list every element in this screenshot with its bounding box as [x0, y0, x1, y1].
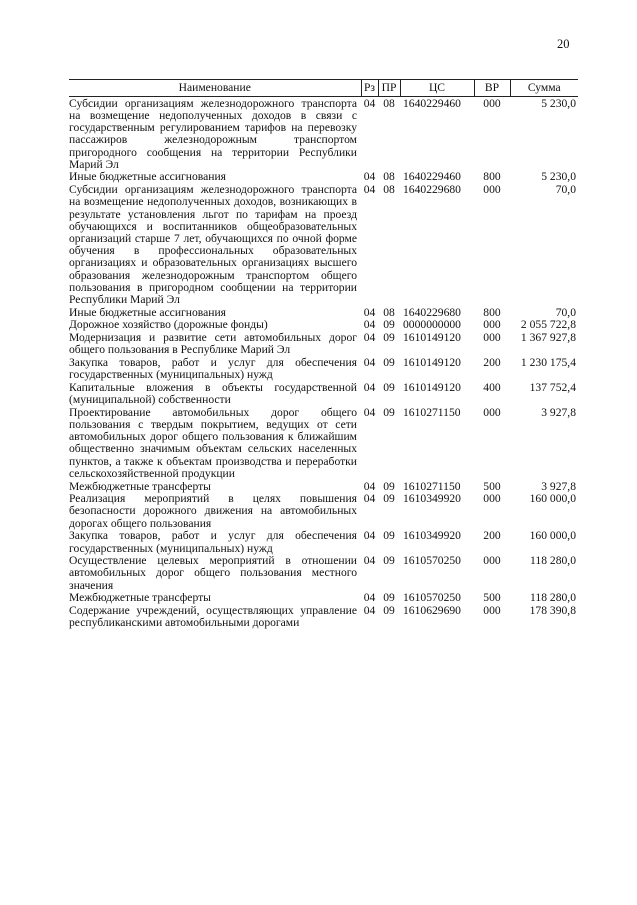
row-cs: 1610629690: [403, 604, 461, 618]
table-row: [69, 306, 578, 319]
row-sum: 160 000,0: [529, 492, 576, 506]
table-row: [69, 592, 578, 605]
table-row: [69, 480, 578, 493]
row-cs: 1610271150: [403, 479, 461, 493]
row-vr: 000: [483, 492, 501, 506]
row-vr: 500: [483, 479, 501, 493]
row-rz: 04: [363, 479, 376, 493]
row-pr: 08: [383, 170, 395, 184]
row-vr: 000: [483, 318, 501, 332]
row-name: Содержание учреждений, осуществляющих управление республиканскими автомобильными дорогами: [69, 604, 357, 630]
row-vr: 000: [483, 604, 501, 618]
row-sum: 70,0: [555, 183, 576, 197]
row-name: Проектирование автомобильных дорог общего пользования с твердым покрытием, ведущих от сети автомобильных дорог общего пользования к ближайшим общественно значимым объектам сельских населенных пунктов, а также к объектам производства и переработки сельскохозяйственной продукции: [69, 405, 357, 480]
row-rz: 04: [363, 331, 376, 345]
header-vr: ВР: [474, 80, 510, 97]
row-cs: 1610349920: [403, 492, 461, 506]
row-name: Капитальные вложения в объекты государственной (муниципальной) собственности: [69, 380, 357, 407]
table-row: [69, 97, 578, 171]
row-sum: 137 752,4: [529, 380, 576, 394]
row-cs: 1610149120: [403, 380, 461, 394]
row-cs: 1610149120: [403, 331, 461, 345]
row-sum: 118 280,0: [530, 591, 576, 605]
row-pr: 09: [383, 492, 395, 506]
row-pr: 09: [383, 318, 395, 332]
row-rz: 04: [363, 96, 376, 110]
row-rz: 04: [363, 380, 376, 394]
row-rz: 04: [363, 183, 376, 197]
row-sum: 1 367 927,8: [520, 331, 576, 345]
row-name: Дорожное хозяйство (дорожные фонды): [69, 318, 268, 332]
row-sum: 160 000,0: [529, 529, 576, 543]
row-vr: 000: [483, 405, 501, 419]
row-pr: 09: [383, 479, 395, 493]
header-rz: Рз: [361, 80, 378, 97]
row-name: Закупка товаров, работ и услуг для обеспечения государственных (муниципальных) нужд: [69, 355, 357, 382]
header-name: Наименование: [69, 80, 361, 97]
row-pr: 08: [383, 96, 395, 110]
row-vr: 000: [483, 183, 501, 197]
row-rz: 04: [363, 492, 376, 506]
row-name: Субсидии организациям железнодорожного транспорта на возмещение недополученных доходов в связи с государственным регулированием тарифов на перевозку пассажиров железнодорожным транспортом пригородного сообщения на территории Республики Марий Эл: [69, 96, 357, 171]
row-name: Межбюджетные трансферты: [69, 479, 211, 493]
row-cs: 1610149120: [403, 355, 461, 369]
row-pr: 09: [383, 529, 395, 543]
row-cs: 1640229460: [403, 170, 461, 184]
row-name: Осуществление целевых мероприятий в отношении автомобильных дорог общего пользования местного значения: [69, 554, 357, 592]
row-vr: 400: [483, 380, 501, 394]
row-pr: 09: [383, 591, 395, 605]
row-cs: 1610570250: [403, 554, 461, 568]
row-pr: 09: [383, 554, 395, 568]
row-vr: 000: [483, 96, 501, 110]
row-sum: 1 230 175,4: [520, 355, 576, 369]
row-rz: 04: [363, 318, 376, 332]
row-sum: 3 927,8: [541, 405, 576, 419]
table-row: [69, 530, 578, 555]
row-cs: 1610271150: [403, 405, 461, 419]
row-vr: 500: [483, 591, 501, 605]
row-cs: 1640229680: [403, 305, 461, 319]
row-pr: 08: [383, 305, 395, 319]
table-row: [69, 356, 578, 381]
row-sum: 178 390,8: [529, 604, 576, 618]
row-sum: 70,0: [555, 305, 576, 319]
row-pr: 09: [383, 405, 395, 419]
row-name: Субсидии организациям железнодорожного транспорта на возмещение недополученных доходов, возникающих в результате установления льгот по тарифам на проезд обучающихся и воспитанников общеобразовательных организаций старше 7 лет, обучающихся по очной форме обучения в профессиональных образовательных организациях и образовательных организациях высшего образования железнодорожным транспортом общего пользования в пригородном сообщении на территории Республики Марий Эл: [69, 183, 357, 306]
row-vr: 800: [483, 170, 501, 184]
page-number: 20: [557, 37, 570, 51]
table-row: [69, 171, 578, 184]
row-pr: 09: [383, 380, 395, 394]
table-row: [69, 605, 578, 630]
row-vr: 800: [483, 305, 501, 319]
row-sum: 5 230,0: [541, 170, 576, 184]
row-cs: 1640229680: [403, 183, 461, 197]
row-vr: 200: [483, 529, 501, 543]
row-rz: 04: [363, 405, 376, 419]
row-sum: 3 927,8: [541, 479, 576, 493]
header-cs: ЦС: [400, 80, 474, 97]
header-pr: ПР: [378, 80, 400, 97]
row-name: Реализация мероприятий в целях повышения безопасности дорожного движения на автомобильных дорогах общего пользования: [69, 492, 357, 530]
row-vr: 200: [483, 355, 501, 369]
table-row: [69, 332, 578, 357]
budget-table: [69, 79, 578, 629]
row-pr: 09: [383, 604, 395, 618]
row-cs: 1610570250: [403, 591, 461, 605]
row-cs: 1640229460: [403, 96, 461, 110]
row-name: Межбюджетные трансферты: [69, 591, 211, 605]
table-row: [69, 184, 578, 307]
row-cs: 1610349920: [403, 529, 461, 543]
table-row: [69, 555, 578, 592]
row-pr: 09: [383, 355, 395, 369]
row-rz: 04: [363, 604, 376, 618]
row-rz: 04: [363, 305, 376, 319]
table-body: [69, 97, 578, 630]
row-rz: 04: [363, 554, 376, 568]
row-vr: 000: [483, 554, 501, 568]
row-name: Модернизация и развитие сети автомобильных дорог общего пользования в Республике Марий Эл: [69, 331, 357, 357]
row-cs: 0000000000: [403, 318, 461, 332]
row-name: Закупка товаров, работ и услуг для обеспечения государственных (муниципальных) нужд: [69, 529, 357, 555]
row-rz: 04: [363, 529, 376, 543]
header-sum: Сумма: [510, 80, 578, 97]
table-row: [69, 381, 578, 406]
row-sum: 2 055 722,8: [520, 318, 576, 332]
row-sum: 5 230,0: [541, 96, 576, 110]
table-row: [69, 319, 578, 332]
row-rz: 04: [363, 170, 376, 184]
row-pr: 08: [383, 183, 395, 197]
row-name: Иные бюджетные ассигнования: [69, 170, 226, 184]
row-name: Иные бюджетные ассигнования: [69, 305, 226, 319]
row-vr: 000: [483, 331, 501, 345]
row-pr: 09: [383, 331, 395, 345]
row-rz: 04: [363, 355, 376, 369]
table-row: [69, 493, 578, 530]
table-row: [69, 406, 578, 480]
row-sum: 118 280,0: [530, 554, 576, 568]
row-rz: 04: [363, 591, 376, 605]
table-header: [69, 80, 578, 97]
